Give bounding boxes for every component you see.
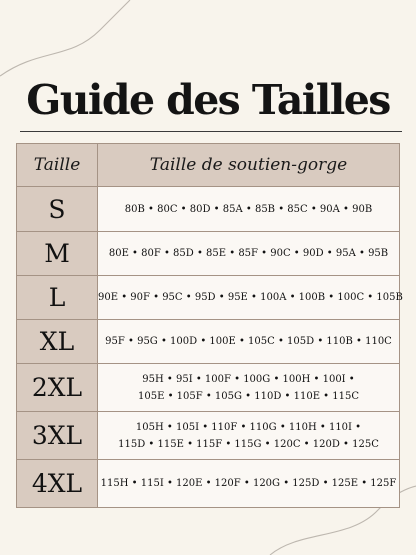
bra-sizes-cell — [98, 364, 400, 412]
size-label: S — [17, 187, 98, 232]
table-row — [17, 276, 400, 320]
header-bra-size: Taille de soutien-gorge — [98, 144, 400, 187]
size-chart-table — [16, 143, 403, 508]
bra-sizes-cell — [98, 276, 403, 320]
bra-sizes-cell — [98, 320, 400, 364]
bra-sizes-cell — [98, 412, 400, 460]
table-row — [17, 460, 400, 508]
bra-sizes-text: 90E • 90F • 95C • 95D • 95E • 100A • 100B • 100C • 105B — [98, 292, 403, 303]
page-title: Guide des Tailles — [26, 76, 390, 124]
size-label: 4XL — [17, 460, 98, 508]
bra-sizes-cell — [98, 232, 400, 276]
bra-sizes-text: 80E • 80F • 85D • 85E • 85F • 90C • 90D • 95A • 95B — [108, 248, 389, 259]
size-label: L — [17, 276, 98, 320]
table-row — [17, 187, 400, 232]
header-size: Taille — [17, 144, 98, 187]
size-label: XL — [17, 320, 98, 364]
bra-sizes-text: 105E • 105F • 105G • 110D • 110E • 115C — [138, 390, 359, 402]
table-row — [17, 412, 400, 460]
bra-sizes-text: 95H • 95I • 100F • 100G • 100H • 100I • — [142, 373, 355, 385]
size-label: M — [17, 232, 98, 276]
table-row — [17, 232, 400, 276]
bra-sizes-text: 95F • 95G • 100D • 100E • 105C • 105D • 110B • 110C — [105, 336, 392, 347]
table-row — [17, 320, 400, 364]
bra-sizes-text: 80B • 80C • 80D • 85A • 85B • 85C • 90A • 90B — [124, 203, 373, 215]
bra-sizes-text: 105H • 105I • 110F • 110G • 110H • 110I • — [135, 421, 362, 433]
bra-sizes-cell — [98, 460, 400, 508]
bra-sizes-cell — [98, 187, 400, 232]
table-row — [17, 364, 400, 412]
bra-sizes-text: 115D • 115E • 115F • 115G • 120C • 120D • 125C — [118, 438, 379, 450]
table-header-row — [17, 144, 400, 187]
bra-sizes-text: 115H • 115I • 120E • 120F • 120G • 125D • 125E • 125F — [100, 478, 397, 489]
size-label: 3XL — [17, 412, 98, 460]
title-divider — [20, 131, 402, 132]
size-label: 2XL — [17, 364, 98, 412]
